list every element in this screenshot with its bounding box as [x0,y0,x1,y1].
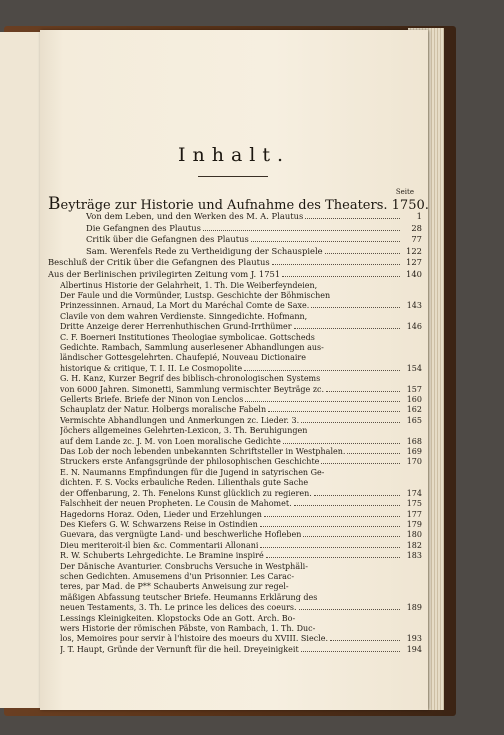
toc-entry-text: los, Memoires pour servir à l'histoire des moeurs du XVIII. Siecle. [60,634,329,644]
toc-page-number: 77 [411,234,422,245]
toc-page-number: 165 [406,415,422,425]
toc-page-number: 177 [406,509,422,519]
toc-page-number: 189 [406,603,422,613]
toc-entry-text: Critik über die Gefangnen des Plautus [86,234,249,245]
toc-entry-text: Dieu meriteroit-il bien &c. Commentarii Allonani [60,540,259,550]
dot-leader [303,530,400,537]
toc-entry-text: Sam. Werenfels Rede zu Vertheidigung der Schauspiele [86,245,323,256]
toc-page-number: 162 [406,405,422,415]
toc-entry-text: Guevara, das vergnügte Land- und beschwerliche Hofleben [60,530,302,540]
page-title: Inhalt. [177,144,291,166]
dot-leader [326,385,400,392]
toc-entry-text: Gedichte. Rambach, Sammlung auserlesener Abhandlungen aus- [60,343,324,352]
toc-entry [48,269,422,281]
toc-entry [48,582,422,592]
toc-entry [48,426,422,436]
toc-page-number: 182 [406,540,422,550]
dot-leader [264,510,400,517]
dot-leader [266,551,400,558]
toc-entry [48,593,422,603]
toc-entry [48,447,422,457]
toc-entry [48,364,422,374]
toc-entry [48,603,422,613]
toc-entry-text: Struckers erste Anfangsgründe der philosophischen Geschichte [60,457,320,467]
toc-entry [48,257,422,269]
toc-entry [48,624,422,634]
toc-page-number: 28 [411,222,422,233]
toc-entry [48,343,422,353]
toc-entry [48,223,422,235]
toc-page-number: 174 [406,488,422,498]
toc-entry-text: Das Lob der noch lebenden unbekannten Schriftsteller in Westphalen. [60,447,346,457]
dot-leader [272,258,400,265]
dot-leader [305,212,400,219]
dot-leader [299,603,400,610]
toc-page-number: 143 [406,301,422,311]
toc-entry [48,385,422,395]
section-initial: B [48,194,61,214]
toc-entry [48,291,422,301]
toc-entry [48,312,422,322]
toc-page-number: 122 [406,245,422,256]
dot-leader [321,457,400,464]
toc-entry [48,645,422,655]
toc-entry-text: Lessings Kleinigkeiten. Klopstocks Ode an Gott. Arch. Bo- [60,613,296,623]
toc-entry-text: dichten. F. S. Vocks erbauliche Reden. Lilienthals gute Sache [60,478,309,488]
toc-entry-text: Jöchers allgemeines Gelehrten-Lexicon, 3. Th. Beruhigungen [60,426,308,436]
toc-entry [48,301,422,311]
toc-entry [48,333,422,343]
toc-entry-text: ländischer Gottesgelehrten. Chaufepié, Nouveau Dictionaire [60,353,306,363]
toc-entry [48,353,422,363]
toc-entry [48,281,422,291]
toc-page-number: 194 [406,644,422,654]
toc-entry-text: mäßigen Abfassung teutscher Briefe. Heumanns Erklärung des [60,592,318,602]
toc-entry-text: teres, par Mad. de P** Schauberts Anweisung zur regel- [60,582,289,592]
toc-entry-text: Albertinus Historie der Gelahrheit, 1. Th. Die Weiberfeyndeien, [60,280,318,290]
dot-leader [283,437,400,444]
book-page [40,30,428,710]
toc-entry-text: Prinzessinnen. Arnaud, La Mort du Maréchal Comte de Saxe. [60,301,310,311]
dot-leader [314,489,400,496]
toc-entry [48,551,422,561]
left-page-edge [0,32,44,708]
toc-entries [48,211,422,655]
toc-entry [48,322,422,332]
dot-leader [282,270,400,277]
dot-leader [251,235,400,242]
toc-entry-text: C. F. Boerneri Institutiones Theologiae symbolicae. Gottscheds [60,332,315,342]
toc-entry-text: auf dem Lande zc. J. M. von Loen moralische Gedichte [60,436,281,446]
toc-entry-text: wers Historie der römischen Päbste, von Rambach, 1. Th. Duc- [60,623,316,633]
toc-page-number: 154 [406,363,422,373]
toc-entry-text: Der Dänische Avanturier. Consbruchs Versuche in Westphäli- [60,561,308,571]
toc-entry-text: Dritte Anzeige derer Herrenhuthischen Grund-Irrthümer [60,322,292,332]
toc-page-number: 160 [406,395,422,405]
toc-entry [48,499,422,509]
dot-leader [325,247,400,254]
toc-entry [48,478,422,488]
toc-entry [48,457,422,467]
toc-page-number: 175 [406,499,422,509]
toc-entry [48,530,422,540]
toc-page-number: 157 [406,384,422,394]
section-title-text: eyträge zur Historie und Aufnahme des Theaters. 1750. [60,198,429,213]
toc-entry [48,246,422,258]
toc-entry [48,541,422,551]
toc-page-number: 180 [406,530,422,540]
toc-entry-text: Beschluß der Critik über die Gefangnen des Plautus [48,257,270,268]
toc-page-number: 193 [406,634,422,644]
toc-entry-text: Hagedorns Horaz. Oden, Lieder und Erzehlungen [60,509,262,519]
toc-page-number: 179 [406,519,422,529]
toc-page-number: 146 [406,322,422,332]
toc-entry-text: Der Faule und die Vormünder, Lustsp. Geschichte der Böhmischen [60,290,331,300]
toc-entry-text: schen Gedichten. Amusemens d'un Prisonnier. Les Carac- [60,571,295,581]
dot-leader [260,541,400,548]
toc-entry [48,468,422,478]
toc-entry [48,614,422,624]
toc-entry-text: Schauplatz der Natur. Holbergs moralische Fabeln [60,405,267,415]
toc-page-number: 169 [406,447,422,457]
dot-leader [301,645,400,652]
page-column-label: Seite [395,188,414,196]
toc-page-number: 140 [406,268,422,279]
toc-entry [48,572,422,582]
toc-entry-text: Gellerts Briefe. Briefe der Ninon von Lenclos [60,395,244,405]
dot-leader [260,520,400,527]
toc-page-number: 127 [406,257,422,268]
toc-entry-text: Clavile von dem wahren Verdienste. Sinngedichte. Hofmann, [60,311,308,321]
toc-entry-text: E. N. Naumanns Empfindungen für die Jugend in satyrischen Ge- [60,467,325,477]
toc-entry-text: Des Kiefers G. W. Schwarzens Reise in Ostindien [60,519,258,529]
toc-entry-text: Die Gefangnen des Plautus [86,222,201,233]
dot-leader [294,499,400,506]
toc-entry-text: neuen Testaments, 3. Th. Le prince les delices des coeurs. [60,603,297,613]
dot-leader [294,322,400,329]
toc-entry [48,405,422,415]
toc-entry [48,437,422,447]
dot-leader [244,364,400,371]
toc-entry-text: Vermischte Abhandlungen und Anmerkungen zc. Lieder. 3. [60,415,300,425]
toc-entry [48,416,422,426]
toc-entry-text: historique & critique, T. I. II. Le Cosmopolite [60,363,243,373]
toc-entry-text: Aus der Berlinischen privilegirten Zeitung vom J. 1751 [48,268,281,279]
title-divider [198,176,268,177]
dot-leader [347,447,400,454]
toc-entry [48,634,422,644]
toc-entry-text: R. W. Schuberts Lehrgedichte. Le Bramine inspiré [60,551,264,561]
dot-leader [311,301,400,308]
toc-entry [48,562,422,572]
toc-entry [48,374,422,384]
toc-entry [48,395,422,405]
toc-entry-text: von 6000 Jahren. Simonetti, Sammlung vermischter Beyträge zc. [60,384,325,394]
dot-leader [268,405,400,412]
toc-entry [48,520,422,530]
toc-page-number: 183 [406,551,422,561]
toc-entry-text: J. T. Haupt, Gründe der Vernunft für die heil. Dreyeinigkeit [60,644,299,654]
toc-entry-text: Von dem Leben, und den Werken des M. A. Plautus [86,211,304,221]
dot-leader [203,224,400,231]
toc-entry-text: der Offenbarung, 2. Th. Fenelons Kunst glücklich zu regieren. [60,488,312,498]
toc-entry [48,489,422,499]
toc-entry [48,510,422,520]
toc-page-number: 170 [406,457,422,467]
dot-leader [245,395,400,402]
dot-leader [330,634,400,641]
toc-page-number: 168 [406,436,422,446]
toc-entry [48,211,422,223]
dot-leader [301,416,400,423]
toc-entry-text: G. H. Kanz, Kurzer Begrif des biblisch-chronologischen Systems [60,374,321,384]
toc-page-number: 1 [416,211,422,221]
toc-entry-text: Falschheit der neuen Propheten. Le Cousin de Mahomet. [60,499,292,509]
toc-entry [48,234,422,246]
